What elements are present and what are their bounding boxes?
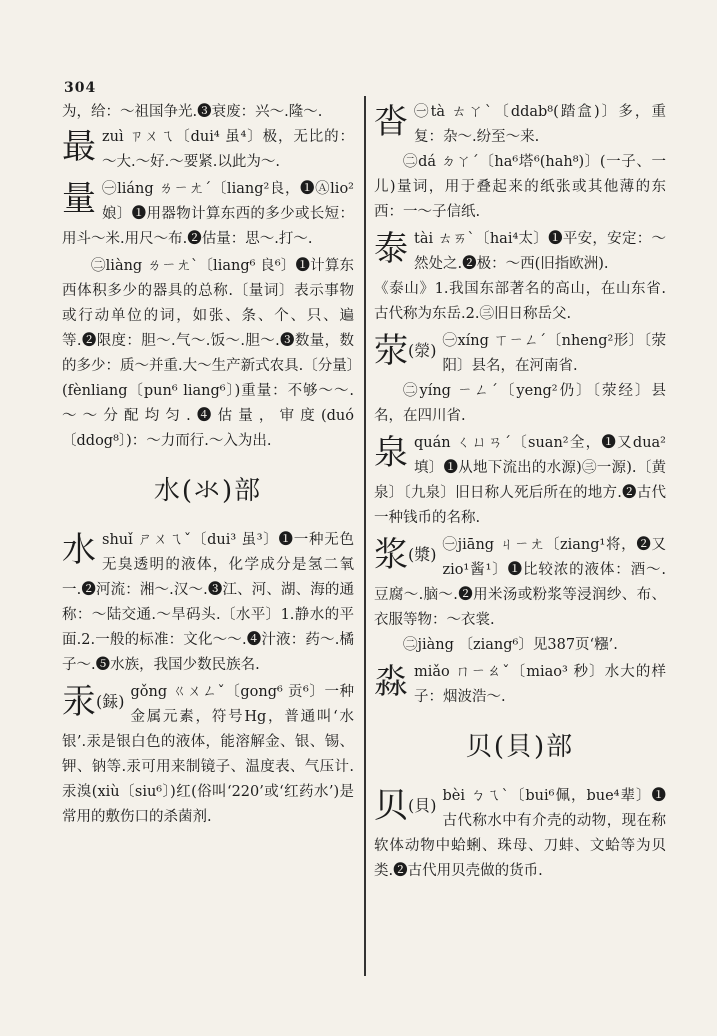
left-column — [62, 100, 354, 832]
headword: 泰 — [374, 229, 408, 269]
page-number: 304 — [64, 80, 97, 96]
entry-jiang — [374, 533, 666, 658]
entry-text: miǎo ㄇㄧㄠˇ〔miao³ 秒〕水大的样子：烟波浩～. — [414, 664, 666, 705]
headword: 水 — [62, 530, 96, 570]
column-divider — [364, 96, 366, 976]
headword-variant: (漿) — [408, 545, 437, 564]
headword — [374, 786, 437, 826]
entry-text: ㊁liàng ㄌㄧㄤˋ〔liang⁶ 良⁶〕❶计算东西体积多少的器具的总称.〔量词〕表示事物或行动单位的词，如张、条、个、只、遍等.❷限度：胆～.气～.饭～.胆～.❸数量，数的多少：质～并重.大～生产新式农具.〔分量〕(fènliang〔pun⁶ liang⁶〕)重量：不够～～.～～分配均匀.❹估量，审度(duó〔ddog⁸〕)：～力而行.～入为出. — [62, 258, 354, 449]
entry-gong — [62, 680, 354, 830]
entry-tai — [374, 227, 666, 327]
entry-text: bèi ㄅㄟˋ〔bui⁶佩，bue⁴辈〕❶古代称水中有介壳的动物，现在称软体动物中蛤蜊、珠母、刀蚌、文蛤等为贝类.❷古代用贝壳做的货币. — [374, 788, 666, 879]
entry-ta — [374, 100, 666, 225]
headword-char: 浆 — [374, 535, 408, 575]
section-title: 贝(貝)部 — [465, 732, 575, 762]
entry-text: ㊁dá ㄉㄚˊ〔ha⁶塔⁶(hah⁸)〕(一子、一儿)量词，用于叠起来的纸张或其他薄的东西：一～子信纸. — [374, 154, 666, 220]
entry-bei — [374, 784, 666, 884]
entry-zui — [62, 125, 354, 175]
headword — [374, 535, 437, 575]
headword: 沓 — [374, 102, 408, 142]
entry-text: 《泰山》1.我国东部著名的高山，在山东省.古代称为东岳.2.㊂旧日称岳父. — [374, 281, 666, 322]
headword — [374, 331, 437, 371]
headword-char: 贝 — [374, 786, 408, 826]
headword-variant: (滎) — [408, 341, 437, 360]
headword-variant: (銾) — [96, 692, 125, 711]
entry-text: ㊀jiāng ㄐㄧㄤ〔ziang¹将，❷又zio¹酱¹〕❶比较浓的液体：酒～.豆腐～.脑～.❷用米汤或粉浆等浸润纱、布、衣服等物：～衣裳. — [374, 537, 666, 628]
headword-char: 汞 — [62, 682, 96, 722]
entry-text: quán ㄑㄩㄢˊ〔suan²全，❶又dua²填〕❶从地下流出的水源)㊂一源).〔黄泉〕〔九泉〕旧日称人死后所在的地方.❷古代一种钱币的名称. — [374, 435, 666, 526]
entry-miao — [374, 660, 666, 710]
entry-liang — [62, 177, 354, 252]
right-column — [374, 100, 666, 886]
entry-shui — [62, 528, 354, 678]
headword-variant: (貝) — [408, 796, 437, 815]
section-title: 水(氺)部 — [153, 476, 263, 506]
entry-text: ㊁jiàng 〔ziang⁶〕见387页‘糨’. — [403, 637, 618, 653]
headword: 泉 — [374, 433, 408, 473]
entry-text: ㊀liáng ㄌㄧㄤˊ〔liang²良，❶Ⓐlio²娘〕❶用器物计算东西的多少或长短：用斗～米.用尺～布.❷估量：思～.打～. — [62, 181, 354, 247]
entry-xing — [374, 329, 666, 429]
headword: 淼 — [374, 662, 408, 702]
entry-text: zuì ㄗㄨㄟ〔dui⁴ 虽⁴〕极，无比的：～大.～好.～要紧.以此为～. — [102, 129, 354, 170]
headword: 最 — [62, 127, 96, 167]
entry-text: gǒng ㄍㄨㄥˇ〔gong⁶ 贡⁶〕一种金属元素，符号Hg，普通叫‘水银’.汞是银白色的液体，能溶解金、银、锡、钾、钠等.汞可用来制镜子、温度表、气压计.汞溴(xiù〔siu⁶〕)红(俗叫‘220’或‘红药水’)是常用的敷伤口的杀菌剂. — [62, 684, 354, 825]
headword: 量 — [62, 179, 96, 219]
entry-text: tài ㄊㄞˋ〔hai⁴太〕❶平安，安定：～然处之.❷极：～西(旧指欧洲). — [414, 231, 666, 272]
entry-text: shuǐ ㄕㄨㄟˇ〔dui³ 虽³〕❶一种无色无臭透明的液体，化学成分是氢二氧一.❷河流：湘～.汉～.❸江、河、湖、海的通称：～陆交通.～旱码头.〔水平〕1.静水的平面.2.一般的标准：文化～～.❹汁液：药～.橘子～.❺水族，我国少数民族名. — [62, 532, 354, 673]
entry-text: ㊁yíng ㄧㄥˊ〔yeng²仍〕〔荥经〕县名，在四川省. — [374, 383, 666, 424]
headword — [62, 682, 125, 722]
entry-quan — [374, 431, 666, 531]
entry-text: ㊀xíng ㄒㄧㄥˊ〔nheng²形〕〔荥阳〕县名，在河南省. — [442, 333, 666, 374]
continued-entry-text: 为，给：～祖国争光.❸衰废：兴～.隆～. — [62, 104, 323, 120]
entry-text: ㊀tà ㄊㄚˋ〔ddab⁸(踏盒)〕多，重复：杂～.纷至～来. — [414, 104, 666, 145]
headword-char: 荥 — [374, 331, 408, 371]
